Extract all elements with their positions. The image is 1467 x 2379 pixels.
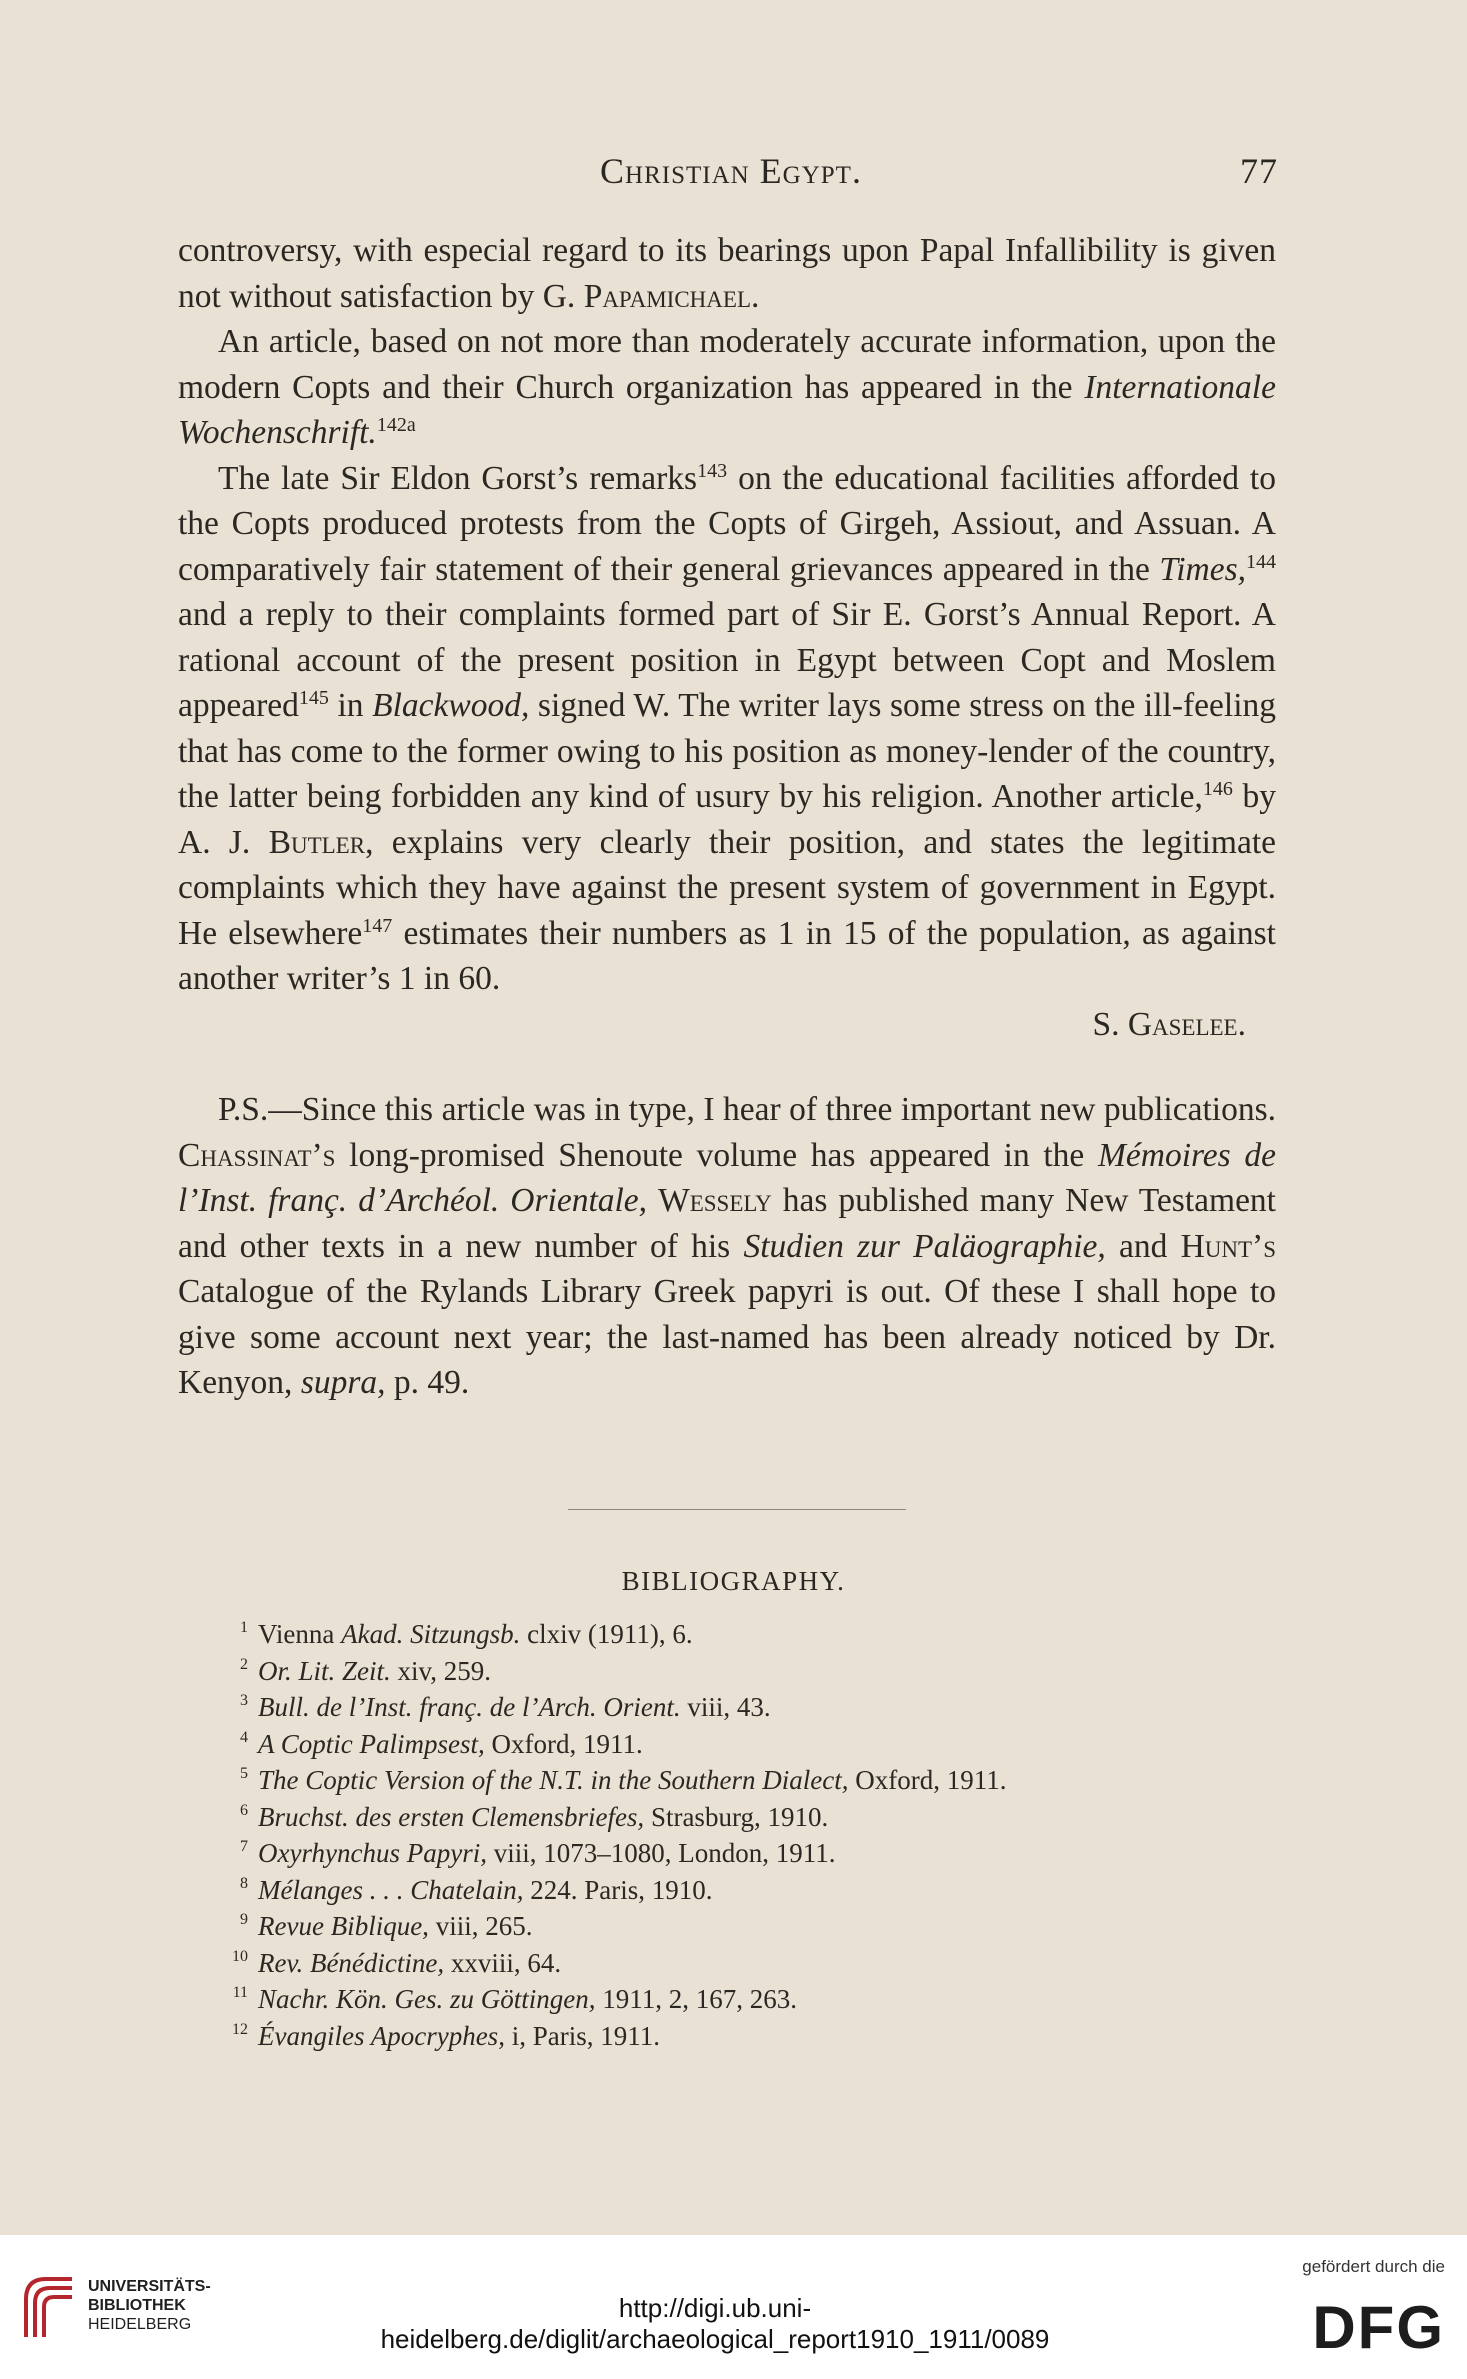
text-span: and (1105, 1227, 1181, 1265)
bibliography-entry (240, 1799, 1258, 1836)
entry-title: Or. Lit. Zeit. (258, 1655, 391, 1686)
footnote-ref: 144 (1246, 550, 1276, 573)
text-span (647, 1182, 658, 1219)
entry-details: viii, 1073–1080, London, 1911. (486, 1838, 836, 1868)
entry-details: clxiv (1911), 6. (520, 1619, 693, 1649)
entry-title: Rev. Bénédictine, (258, 1947, 445, 1978)
footnote-number: 2 (240, 1655, 248, 1673)
work-title: Times, (1159, 550, 1246, 588)
text-span: in (328, 687, 373, 724)
footnote-number: 8 (240, 1874, 248, 1892)
signature: S. Gaselee. (1092, 1005, 1246, 1043)
author-name: Butler (268, 823, 366, 861)
work-title: Internationale Wochenschrift. (178, 368, 1276, 451)
bibliography-entry (240, 1835, 1258, 1872)
footnote-ref: 146 (1202, 777, 1233, 800)
text-span: p. 49. (385, 1364, 470, 1401)
work-title: Mémoires de l’Inst. franç. d’Archéol. Orientale, (178, 1136, 1277, 1219)
entry-title: Bull. de l’Inst. franç. de l’Arch. Orient. (258, 1692, 681, 1722)
work-title: supra, (300, 1364, 386, 1401)
entry-details: viii, 265. (428, 1911, 533, 1941)
article-body (178, 228, 1276, 1406)
entry-details: Oxford, 1911. (484, 1728, 643, 1759)
footnote-ref: 145 (298, 686, 329, 709)
text-span: Catalogue of the Rylands Library Greek papyri is out. Of these I shall hope to give some account next year; the last-named has been already noticed by Dr. Kenyon, (178, 1273, 1276, 1401)
text-span: estimates their numbers as 1 in 15 of the population, as against another writer’s 1 in 60. (178, 914, 1276, 997)
author-name: Hunt’s (1180, 1227, 1276, 1265)
footnote-ref: 147 (362, 914, 393, 937)
text-span: , explains very clearly their position, and states the legitimate complaints which they have against the present system of government in Egypt. He elsewhere (178, 823, 1277, 952)
entry-details: i, Paris, 1911. (504, 2020, 660, 2051)
bibliography-list (232, 1616, 1258, 2054)
footnote-number: 7 (240, 1838, 248, 1855)
bibliography-entry (240, 1762, 1258, 1799)
entry-title: Mélanges . . . Chatelain, (258, 1874, 524, 1905)
entry-title: Bruchst. des ersten Clemensbriefes, (258, 1801, 645, 1832)
library-name-line: BIBLIOTHEK (88, 2297, 186, 2314)
text-span: long-promised Shenoute volume has appeared in the (335, 1136, 1098, 1174)
bibliography-entry (240, 1689, 1258, 1726)
footnote-ref: 143 (697, 459, 728, 482)
footnote-number: 3 (240, 1692, 248, 1709)
footnote-number: 11 (232, 1984, 248, 2001)
entry-details: Strasburg, 1910. (644, 1801, 829, 1832)
postscript (178, 1087, 1276, 1406)
library-name-line: UNIVERSITÄTS- (88, 2278, 211, 2295)
entry-title: A Coptic Palimpsest, (258, 1728, 485, 1759)
text-span: An article, based on not more than moderately accurate information, upon the modern Copts and their Church organization has appeared in the (178, 323, 1276, 406)
text-span: has published many New Testament and other texts in a new number of his (178, 1182, 1276, 1265)
entry-details: viii, 43. (680, 1692, 771, 1722)
permalink-url[interactable]: http://digi.ub.uni-heidelberg.de/diglit/archaeological_report1910_1911/0089 (380, 2293, 1050, 2354)
text-span: . (751, 277, 760, 315)
library-name (88, 2277, 211, 2334)
dfg-logo: DFG (1312, 2294, 1445, 2361)
work-title: Studien zur Paläographie, (743, 1227, 1106, 1265)
footnote-number: 6 (240, 1801, 248, 1819)
entry-title: Nachr. Kön. Ges. zu Göttingen, (258, 1984, 596, 2014)
running-title: Christian Egypt. (600, 151, 862, 191)
text-span: controversy, with especial regard to its bearings upon Papal Infallibility is given not without satisfaction by G. (178, 232, 1276, 315)
entry-title: Oxyrhynchus Papyri, (258, 1838, 487, 1868)
bibliography-entry (232, 1945, 1258, 1982)
footnote-ref: 142a (376, 413, 416, 436)
paragraph-2 (178, 319, 1276, 456)
digitization-footer (0, 2235, 1467, 2379)
footnote-number: 12 (232, 2020, 248, 2038)
section-divider (568, 1509, 906, 1510)
library-name-line: HEIDELBERG (88, 2316, 192, 2333)
author-name: Papamichael (583, 277, 751, 315)
funding-note: gefördert durch die (1302, 2257, 1445, 2276)
entry-prefix: Vienna (258, 1619, 342, 1649)
library-logo-icon (18, 2271, 80, 2341)
entry-details: xiv, 259. (390, 1655, 492, 1686)
text-span: by A. J. (178, 778, 1276, 861)
author-name: Chassinat’s (178, 1136, 336, 1174)
footnote-number: 9 (240, 1911, 248, 1928)
text-span: and a reply to their complaints formed part of Sir E. Gorst’s Annual Report. A rational account of the present position in Egypt between Copt and Moslem appeared (178, 596, 1276, 724)
entry-title: Akad. Sitzungsb. (341, 1619, 521, 1649)
entry-title: The Coptic Version of the N.T. in the Southern Dialect, (258, 1765, 849, 1795)
bibliography-entry (240, 1616, 1258, 1653)
footnote-number: 10 (232, 1947, 248, 1965)
footnote-number: 4 (240, 1728, 248, 1746)
bibliography-entry (240, 1872, 1258, 1909)
entry-title: Évangiles Apocryphes, (258, 2020, 505, 2051)
footnote-number: 1 (240, 1619, 248, 1636)
entry-details: xxviii, 64. (444, 1947, 562, 1978)
author-name: Wessely (658, 1182, 772, 1219)
entry-title: Revue Biblique, (258, 1911, 429, 1941)
bibliography-heading: BIBLIOGRAPHY. (621, 1566, 846, 1596)
bibliography-entry (232, 1981, 1258, 2018)
entry-details: 224. Paris, 1910. (523, 1874, 713, 1905)
bibliography-entry (240, 1908, 1258, 1945)
entry-details: Oxford, 1911. (848, 1765, 1007, 1795)
entry-details: 1911, 2, 167, 263. (595, 1984, 797, 2014)
text-span: P.S.—Since this article was in type, I hear of three important new publications. (218, 1091, 1276, 1128)
page-number: 77 (1240, 151, 1278, 191)
footnote-number: 5 (240, 1765, 248, 1782)
paragraph-1 (178, 228, 1276, 319)
bibliography-entry (232, 2018, 1258, 2055)
bibliography-entry (240, 1653, 1258, 1690)
work-title: Blackwood, (372, 687, 530, 724)
text-span: The late Sir Eldon Gorst’s remarks (218, 459, 698, 497)
text-span: signed W. The writer lays some stress on the ill-feeling that has come to the former owing to his position as money-lender of the country, the latter being forbidden any kind of usury by his religion. Another article, (178, 687, 1276, 815)
paragraph-3 (178, 456, 1276, 1002)
text-span: on the educational facilities afforded to the Copts produced protests from the Copts of Girgeh, Assiout, and Assuan. A comparatively fair statement of their general grievances appeared in the (178, 459, 1276, 588)
bibliography-entry (240, 1726, 1258, 1763)
